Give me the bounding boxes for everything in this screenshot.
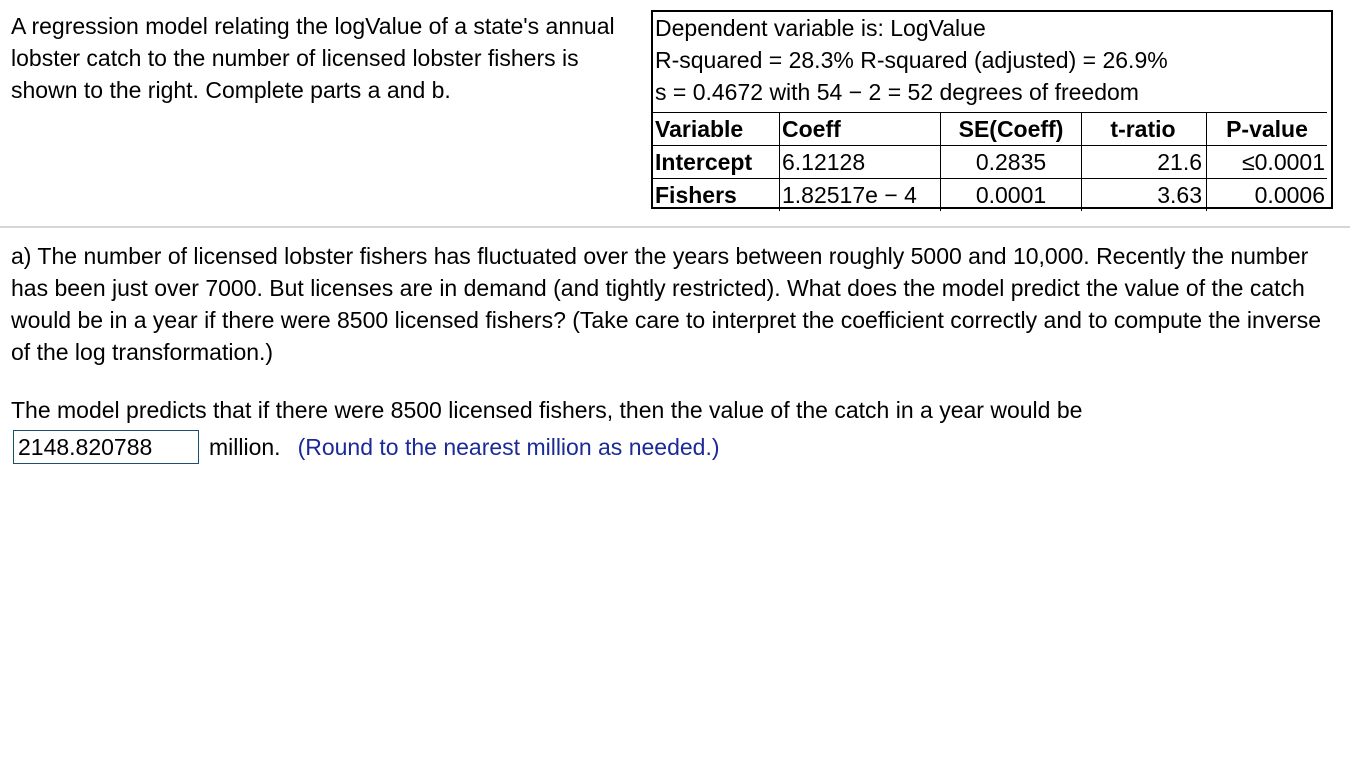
row-t-ratio: 21.6 xyxy=(1082,146,1207,179)
row-variable: Intercept xyxy=(653,146,780,179)
r-squared-line: R-squared = 28.3% R-squared (adjusted) = 26.9% xyxy=(655,47,1168,73)
header-se: SE(Coeff) xyxy=(941,113,1082,146)
row-p-value: 0.0006 xyxy=(1207,179,1328,212)
header-t-ratio: t-ratio xyxy=(1082,113,1207,146)
row-t-ratio: 3.63 xyxy=(1082,179,1207,212)
regression-output-box xyxy=(651,10,1333,209)
table-header-row xyxy=(653,113,1327,146)
answer-unit: million. xyxy=(209,433,281,460)
row-se: 0.2835 xyxy=(941,146,1082,179)
dependent-variable-line: Dependent variable is: LogValue xyxy=(655,15,986,41)
row-se: 0.0001 xyxy=(941,179,1082,212)
section-divider xyxy=(0,226,1350,228)
answer-input[interactable] xyxy=(13,430,199,464)
rounding-hint: (Round to the nearest million as needed.) xyxy=(297,433,720,460)
part-a-question: a) The number of licensed lobster fishers has fluctuated over the years between roughly 5000 and 10,000. Recently the number has been just over 7000. But licenses are in demand (and tightly restricted). What does the model predict the value of the catch would be in a year if there were 8500 licensed fishers? (Take care to interpret the coefficient correctly and to compute the inverse of the log transformation.) xyxy=(11,243,1322,365)
intro-text: A regression model relating the logValue of a state's annual lobster catch to the number of licensed lobster fishers is shown to the right. Complete parts a and b. xyxy=(11,13,615,103)
header-p-value: P-value xyxy=(1207,113,1328,146)
table-row xyxy=(653,179,1327,212)
std-error-line: s = 0.4672 with 54 − 2 = 52 degrees of freedom xyxy=(655,79,1139,105)
row-coeff: 1.82517e − 4 xyxy=(780,179,941,212)
row-variable: Fishers xyxy=(653,179,780,212)
row-p-value: ≤0.0001 xyxy=(1207,146,1328,179)
header-variable: Variable xyxy=(653,113,780,146)
header-coeff: Coeff xyxy=(780,113,941,146)
answer-lead-text: The model predicts that if there were 8500 licensed fishers, then the value of the catch in a year would be xyxy=(11,397,1083,423)
answer-row xyxy=(13,429,720,465)
coefficients-table xyxy=(653,112,1327,211)
row-coeff: 6.12128 xyxy=(780,146,941,179)
table-row xyxy=(653,146,1327,179)
